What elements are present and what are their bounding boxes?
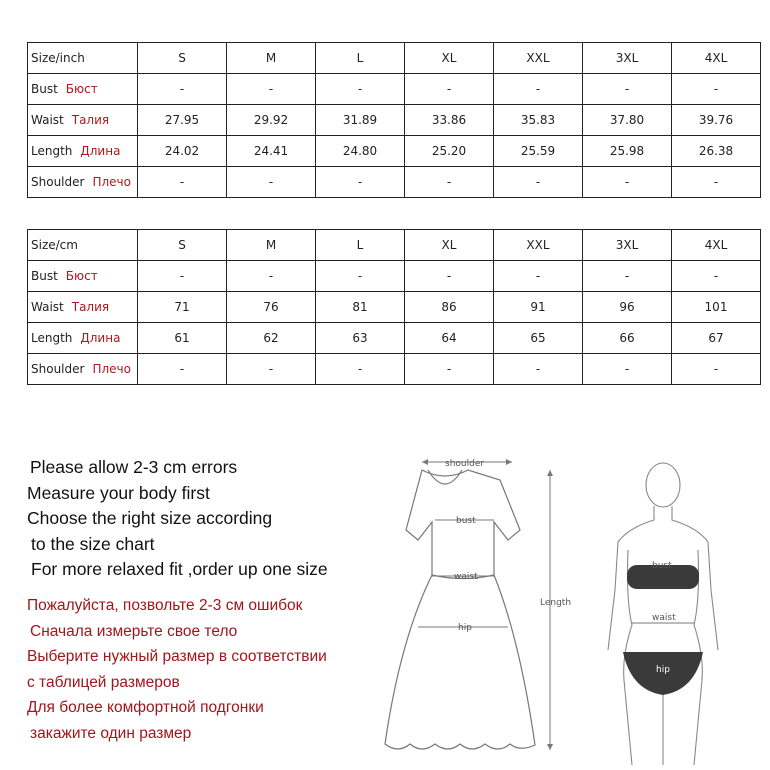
table-row	[28, 354, 761, 385]
table-cell: 76	[227, 292, 316, 323]
table-cell: -	[672, 167, 761, 198]
waist-label-body: waist	[652, 613, 676, 623]
table-cell: -	[494, 74, 583, 105]
measurement-label-en: Waist	[31, 113, 64, 127]
size-header-cell: 4XL	[672, 230, 761, 261]
size-header-cell: L	[316, 230, 405, 261]
measurement-label-ru: Талия	[71, 113, 110, 127]
measurement-label-en: Length	[31, 331, 73, 345]
note-ru: с таблицей размеров	[27, 673, 180, 691]
notes-english	[27, 455, 328, 583]
table-cell: -	[583, 167, 672, 198]
size-header-cell: XXL	[494, 230, 583, 261]
table-cell: 67	[672, 323, 761, 354]
table-cell: 25.98	[583, 136, 672, 167]
measurement-label-cell	[28, 261, 138, 292]
table-cell: 63	[316, 323, 405, 354]
measurement-label-cell	[28, 105, 138, 136]
table-cell: 86	[405, 292, 494, 323]
table-row	[28, 167, 761, 198]
measurement-label-ru: Талия	[71, 300, 110, 314]
table-row	[28, 323, 761, 354]
note-ru: Пожалуйста, позвольте 2-3 см ошибок	[27, 597, 303, 614]
note-en: Measure your body first	[27, 482, 210, 503]
size-header-cell: 3XL	[583, 43, 672, 74]
table-cell: 25.20	[405, 136, 494, 167]
dress-illustration	[385, 470, 535, 749]
table-cell: -	[494, 167, 583, 198]
table-cell: 29.92	[227, 105, 316, 136]
measurement-label-cell	[28, 292, 138, 323]
table-cell: 31.89	[316, 105, 405, 136]
length-label: Length	[540, 598, 572, 608]
note-ru: Для более комфортной подгонки	[27, 699, 264, 716]
table-cell: -	[316, 261, 405, 292]
note-en: Choose the right size according	[27, 508, 273, 528]
table-cell: -	[227, 167, 316, 198]
table-cell: 66	[583, 323, 672, 354]
table-cell: -	[138, 261, 227, 292]
table-cell: -	[494, 354, 583, 385]
measurement-label-en: Waist	[31, 300, 64, 314]
notes-russian	[27, 593, 327, 746]
measurement-label-ru: Бюст	[65, 269, 98, 283]
size-header-cell: 4XL	[672, 43, 761, 74]
table-cell: 24.80	[316, 136, 405, 167]
table-cell: 61	[138, 323, 227, 354]
table-cell: -	[227, 261, 316, 292]
size-table-inch	[27, 42, 761, 198]
measurement-label-cell	[28, 167, 138, 198]
table-cell: 33.86	[405, 105, 494, 136]
note-en: to the size chart	[31, 533, 155, 554]
size-header-cell: M	[227, 43, 316, 74]
table-cell: 65	[494, 323, 583, 354]
table-cell: -	[494, 261, 583, 292]
table-header-row	[28, 230, 761, 261]
table-cell: -	[583, 261, 672, 292]
size-header-cell: XL	[405, 230, 494, 261]
table-cell: -	[138, 74, 227, 105]
measurement-label-en: Bust	[31, 82, 58, 96]
bust-label-body: bust	[652, 561, 672, 571]
measurement-label-ru: Длина	[80, 144, 121, 158]
table-cell: 91	[494, 292, 583, 323]
size-table-cm	[27, 229, 761, 385]
measurement-label-cell	[28, 136, 138, 167]
size-header-cell: S	[138, 43, 227, 74]
table-cell: -	[583, 74, 672, 105]
measurement-label-cell	[28, 354, 138, 385]
table-cell: 64	[405, 323, 494, 354]
unit-header-cell: Size/cm	[28, 230, 138, 261]
size-header-cell: S	[138, 230, 227, 261]
hip-label-dress: hip	[458, 623, 472, 633]
table-cell: -	[227, 74, 316, 105]
table-cell: 37.80	[583, 105, 672, 136]
measurement-label-ru: Бюст	[65, 82, 98, 96]
table-cell: 35.83	[494, 105, 583, 136]
table-cell: 62	[227, 323, 316, 354]
table-cell: -	[138, 167, 227, 198]
table-cell: 24.02	[138, 136, 227, 167]
table-cell: 27.95	[138, 105, 227, 136]
size-header-cell: XXL	[494, 43, 583, 74]
hip-label-body: hip	[656, 665, 670, 675]
waist-label-dress: waist	[454, 572, 478, 582]
table-cell: -	[316, 354, 405, 385]
size-header-cell: L	[316, 43, 405, 74]
table-cell: 101	[672, 292, 761, 323]
measurement-label-en: Shoulder	[31, 362, 85, 376]
measurement-label-ru: Длина	[80, 331, 121, 345]
measurement-label-en: Length	[31, 144, 73, 158]
note-ru: закажите один размер	[30, 724, 192, 742]
table-row	[28, 261, 761, 292]
table-cell: -	[405, 167, 494, 198]
measurement-label-en: Shoulder	[31, 175, 85, 189]
table-cell: -	[316, 167, 405, 198]
bust-label-dress: bust	[456, 516, 476, 526]
note-en: Please allow 2-3 cm errors	[30, 457, 238, 477]
table-cell: -	[405, 261, 494, 292]
table-cell: -	[316, 74, 405, 105]
table-cell: 25.59	[494, 136, 583, 167]
unit-header-cell: Size/inch	[28, 43, 138, 74]
measurement-label-en: Bust	[31, 269, 58, 283]
size-header-cell: 3XL	[583, 230, 672, 261]
note-en: For more relaxed fit ,order up one size	[31, 559, 328, 579]
table-cell: 26.38	[672, 136, 761, 167]
measurement-diagram	[370, 440, 760, 765]
table-cell: -	[138, 354, 227, 385]
table-cell: -	[405, 354, 494, 385]
table-row	[28, 292, 761, 323]
measurement-label-ru: Плечо	[92, 175, 131, 189]
note-ru: Сначала измерьте свое тело	[30, 622, 238, 640]
table-row	[28, 136, 761, 167]
table-header-row	[28, 43, 761, 74]
size-header-cell: M	[227, 230, 316, 261]
table-cell: 81	[316, 292, 405, 323]
shoulder-label: shoulder	[445, 459, 485, 469]
size-header-cell: XL	[405, 43, 494, 74]
measurement-label-ru: Плечо	[92, 362, 131, 376]
table-cell: -	[405, 74, 494, 105]
note-ru: Выберите нужный размер в соответствии	[27, 648, 327, 665]
table-cell: -	[672, 354, 761, 385]
measurement-label-cell	[28, 323, 138, 354]
table-cell: -	[672, 74, 761, 105]
table-cell: -	[583, 354, 672, 385]
table-cell: 71	[138, 292, 227, 323]
table-cell: -	[227, 354, 316, 385]
table-cell: -	[672, 261, 761, 292]
table-row	[28, 105, 761, 136]
table-cell: 24.41	[227, 136, 316, 167]
table-cell: 96	[583, 292, 672, 323]
measurement-label-cell	[28, 74, 138, 105]
table-cell: 39.76	[672, 105, 761, 136]
table-row	[28, 74, 761, 105]
